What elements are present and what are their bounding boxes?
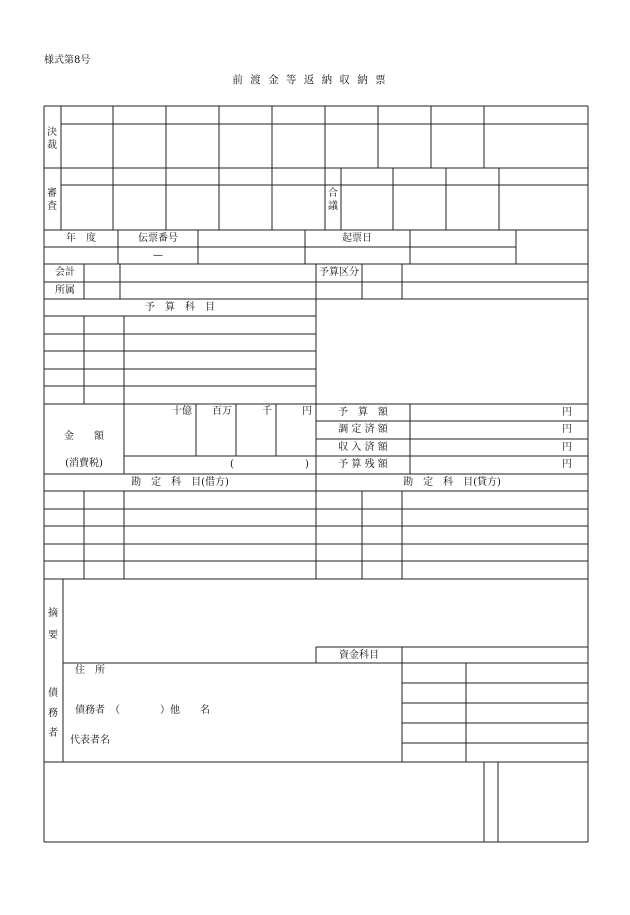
shozoku-label: 所属 bbox=[55, 285, 75, 296]
daihyosha-label: 代表者名 bbox=[70, 735, 110, 746]
yosan-zan-label: 予 算 残 額 bbox=[338, 459, 388, 470]
tekiyo-label: 摘要 bbox=[48, 608, 58, 641]
tax-paren-close: ) bbox=[305, 459, 309, 470]
nendo-label: 年 度 bbox=[66, 233, 96, 244]
kanjo-kashikata-header: 勘 定 科 目(貸方) bbox=[403, 477, 501, 488]
shikin-kamoku-label: 資金科目 bbox=[339, 650, 379, 661]
shunyu-zumi-yen: 円 bbox=[562, 442, 572, 453]
yosan-zan-yen: 円 bbox=[562, 459, 572, 470]
yosan-gaku-label: 予 算 額 bbox=[338, 407, 388, 418]
en-unit: 円 bbox=[302, 406, 312, 417]
shunyu-zumi-label: 収 入 済 額 bbox=[338, 442, 388, 453]
hyakuman-unit: 百万 bbox=[212, 406, 232, 417]
juoku-unit: 十億 bbox=[172, 406, 192, 417]
jusho-label: 住 所 bbox=[75, 665, 105, 676]
chotei-zumi-label: 調 定 済 額 bbox=[338, 424, 388, 435]
shohizei-label: (消費税) bbox=[65, 458, 103, 469]
kessai-label: 決裁 bbox=[47, 127, 57, 151]
saimusha-line: 債務者 （ ）他 名 bbox=[75, 705, 210, 716]
aigi-label: 合議 bbox=[328, 188, 338, 212]
sen-unit: 千 bbox=[262, 406, 272, 417]
denpyo-dash: — bbox=[153, 250, 163, 261]
denpyo-bango-label: 伝票番号 bbox=[138, 233, 178, 244]
chotei-zumi-yen: 円 bbox=[562, 424, 572, 435]
tax-paren-open: ( bbox=[230, 459, 234, 470]
shinsa-label: 審査 bbox=[47, 188, 57, 212]
kingaku-label: 金 額 bbox=[64, 431, 104, 442]
yosan-kamoku-header: 予 算 科 目 bbox=[145, 302, 215, 313]
kanjo-karikata-header: 勘 定 科 目(借方) bbox=[131, 477, 229, 488]
form-number: 様式第8号 bbox=[44, 55, 91, 66]
yosan-kubun-label: 予算区分 bbox=[319, 267, 359, 278]
kihyobi-label: 起票日 bbox=[342, 233, 372, 244]
form-title: 前 渡 金 等 返 納 収 納 票 bbox=[232, 74, 388, 86]
saimusha-side-label: 債務者 bbox=[48, 688, 58, 739]
kaikei-label: 会計 bbox=[55, 267, 75, 278]
yosan-gaku-yen: 円 bbox=[562, 407, 572, 418]
